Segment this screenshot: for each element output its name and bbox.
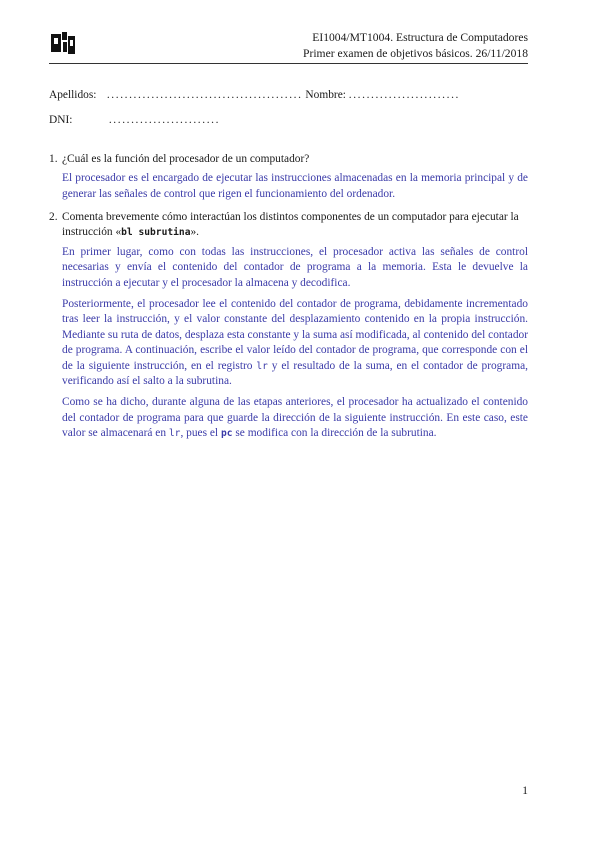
answer-text: se modifica con la dirección de la subrutina. [232, 427, 437, 440]
register-lr: lr [256, 360, 268, 372]
question-2 [49, 210, 528, 448]
answer-text: y el resultado de la suma, en el contador de programa, verificando así el salto a la subrutina. [62, 359, 528, 388]
answer-1 [62, 171, 528, 202]
question-1 [49, 152, 528, 208]
answer-paragraph: El procesador es el encargado de ejecutar las instrucciones almacenadas en la memoria principal y de generar las señales de control que rigen el funcionamiento del ordenador. [62, 172, 528, 200]
answer-2 [62, 245, 528, 442]
register-lr: lr [168, 428, 181, 440]
surname-label: Apellidos: [49, 89, 97, 101]
name-field[interactable]: ......................... [348, 89, 460, 101]
university-logo-icon [49, 30, 77, 56]
dni-row [49, 113, 220, 127]
question-number: 1. [49, 153, 58, 165]
surname-field[interactable]: ............................................ [106, 89, 303, 101]
answer-text: , pues el [180, 427, 221, 440]
answer-text: Como se ha dicho, durante alguna de las etapas anteriores, el procesador ha actualizado el contenido del contador de programa para que guarde la dirección de la siguiente instrucción. En este caso, este valor se almacenará en [62, 396, 528, 440]
answer-paragraph [62, 297, 528, 389]
dni-field[interactable]: ......................... [108, 114, 221, 126]
exam-header [303, 30, 528, 62]
question-text [62, 210, 528, 241]
exam-title: Primer examen de objetivos básicos. 26/11/2018 [303, 47, 528, 60]
question-text: ¿Cuál es la función del procesador de un computador? [62, 153, 310, 165]
instruction-code: bl subrutina [121, 227, 191, 239]
question-text-part: ». [190, 226, 200, 239]
course-title: EI1004/MT1004. Estructura de Computadores [312, 31, 528, 44]
surname-name-row [49, 88, 460, 102]
register-pc: pc [220, 428, 233, 440]
question-text-part: Comenta brevemente cómo interactúan los distintos componentes de un computador para ejecutar la instrucción « [62, 211, 519, 239]
dni-label: DNI: [49, 114, 73, 126]
page-number: 1 [522, 785, 528, 797]
header-divider [49, 63, 528, 64]
name-label: Nombre: [305, 89, 346, 101]
answer-paragraph [62, 395, 528, 441]
answer-text: Posteriormente, el procesador lee el contenido del contador de programa, debidamente incrementado tras leer la instrucción, y el valor constante del desplazamiento contenido en la propia instrucción. Mediante su ruta de datos, desplaza esta constante y la suma así modificada, al contenido del contador de programa. A continuación, escribe el valor leído del contador de programa, que corresponde con el de la siguiente instrucción, en el registro [62, 298, 528, 372]
question-number: 2. [49, 211, 58, 223]
answer-paragraph: En primer lugar, como con todas las instrucciones, el procesador activa las señales de control necesarias y envía el contenido del contador de programa a la memoria. Esta le devuelve la instrucción a ejecutar y el procesador la almacena y decodifica. [62, 245, 528, 289]
